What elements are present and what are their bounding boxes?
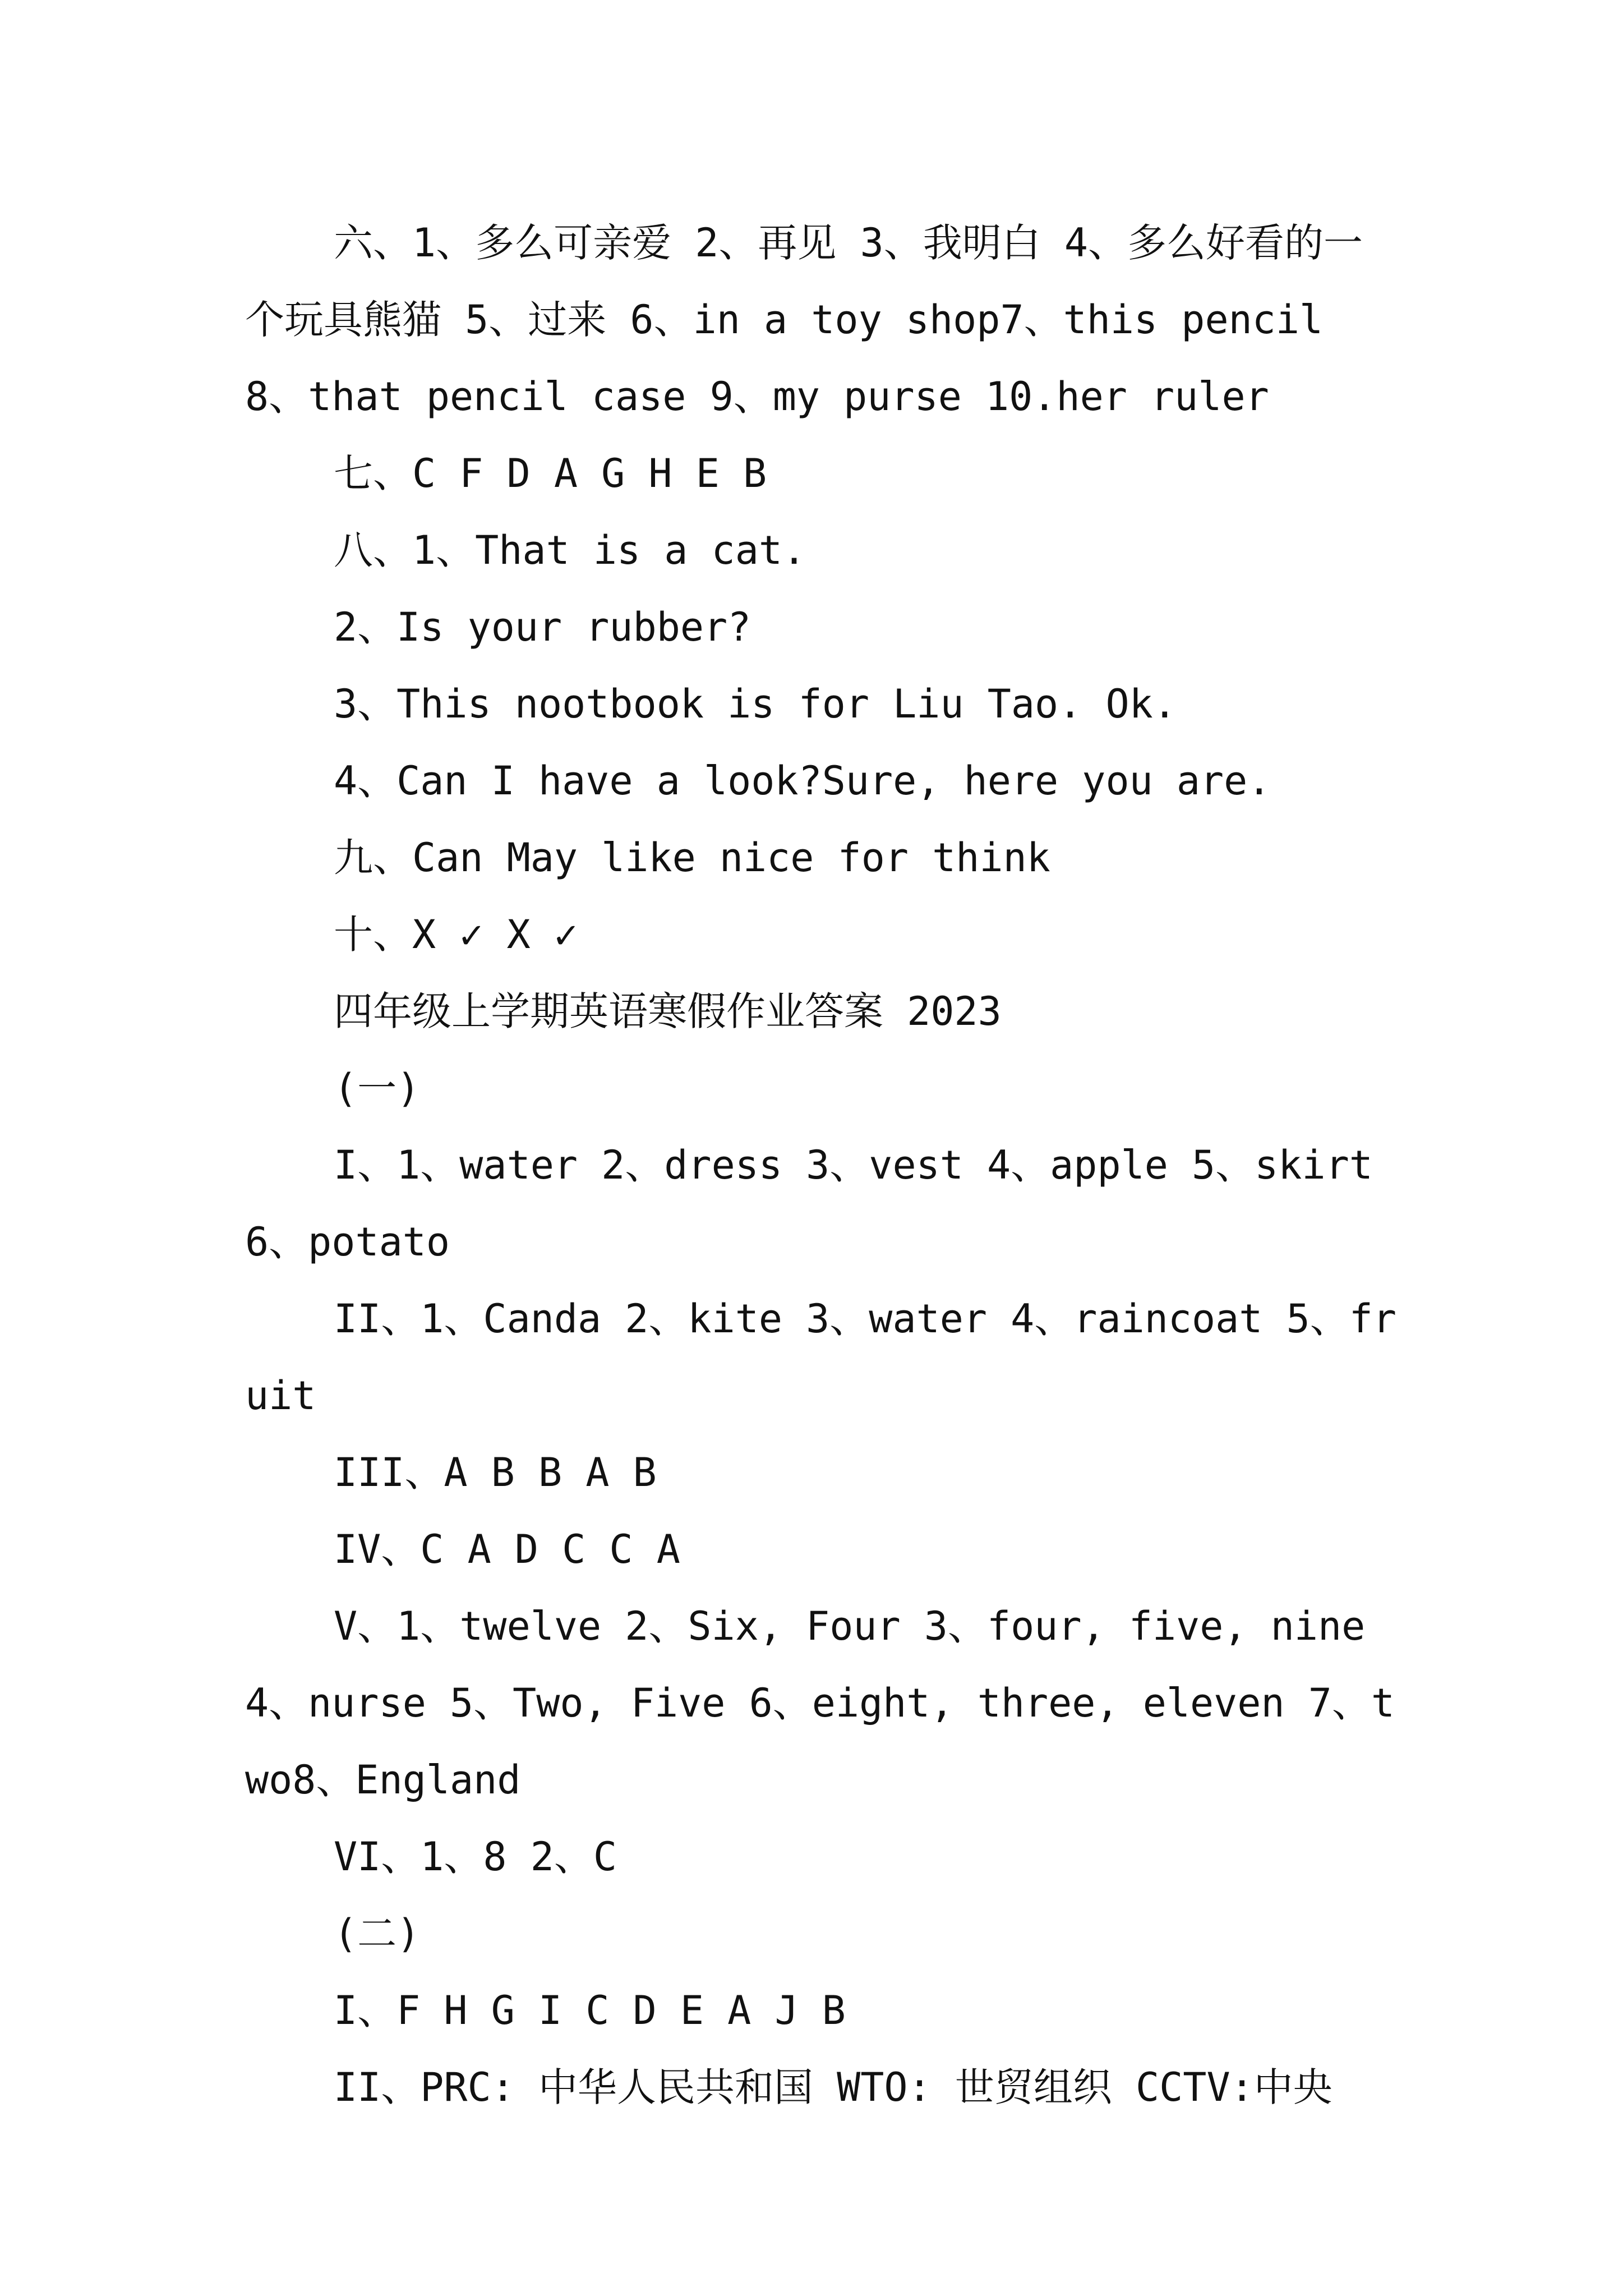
part-1-answer-iv: IV、C A D C C A (334, 1526, 680, 1572)
answer-section-10: 十、X ✓ X ✓ (334, 912, 578, 958)
part-1-answer-v: V、1、twelve 2、Six, Four 3、four, five, nine 4、nurse 5、Two, Five 6、eight, three, eleven 7、two8、England (245, 1603, 1395, 1803)
answer-section-9: 九、Can May like nice for think (334, 835, 1050, 881)
answer-section-8-item-2: 2、Is your rubber? (334, 604, 751, 650)
answer-section-6: 六、1、多么可亲爱 2、再见 3、我明白 4、多么好看的一个玩具熊猫 5、过来 6、in a toy shop7、this pencil 8、that pencil case 9、my purse 10.her ruler (245, 220, 1363, 420)
part-1-answer-vi: VI、1、8 2、C (334, 1834, 617, 1880)
answer-section-8-item-1: 八、1、That is a cat. (334, 527, 806, 573)
part-2-label: (二) (334, 1911, 421, 1957)
document-body (245, 205, 1400, 2126)
answer-section-8-item-4: 4、Can I have a look?Sure, here you are. (334, 758, 1271, 804)
answer-section-8-item-3: 3、This nootbook is for Liu Tao. Ok. (334, 681, 1177, 727)
part-1-label: (一) (334, 1065, 421, 1111)
part-1-answer-ii: II、1、Canda 2、kite 3、water 4、raincoat 5、fruit (245, 1296, 1397, 1419)
part-1-answer-iii: III、A B B A B (334, 1450, 657, 1496)
document-heading: 四年级上学期英语寒假作业答案 2023 (334, 988, 1002, 1034)
answer-section-7: 七、C F D A G H E B (334, 450, 767, 496)
part-1-answer-i: I、1、water 2、dress 3、vest 4、apple 5、skirt 6、potato (245, 1142, 1373, 1265)
part-2-answer-ii: II、PRC: 中华人民共和国 WTO: 世贸组织 CCTV:中央 (334, 2064, 1332, 2110)
part-2-answer-i: I、F H G I C D E A J B (334, 1987, 846, 2033)
